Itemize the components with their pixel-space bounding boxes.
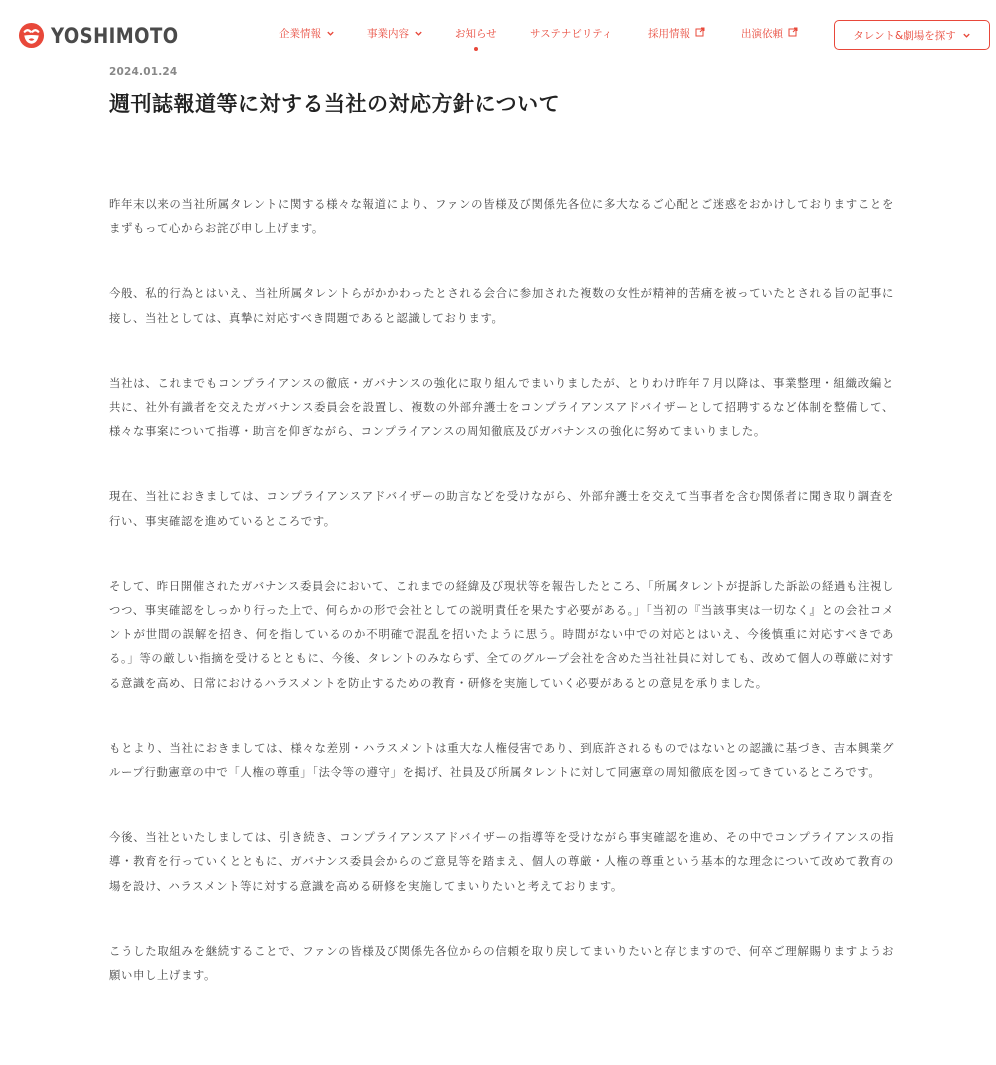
external-link-icon — [788, 27, 798, 37]
find-talent-theater-button[interactable] — [834, 20, 990, 50]
nav-label: 事業内容 — [367, 28, 409, 40]
nav-label: お知らせ — [455, 28, 497, 40]
nav-label: 出演依頼 — [741, 28, 783, 40]
article-paragraph: 当社は、これまでもコンプライアンスの徹底・ガバナンスの強化に取り組んでまいりましたが、とりわけ昨年７月以降は、事業整理・組織改編と共に、社外有識者を交えたガバナンス委員会を設置し、複数の外部弁護士をコンプライアンスアドバイザーとして招聘するなど体制を整備して、様々な事案について指導・助言を仰ぎながら、コンプライアンスの周知徹底及びガバナンスの強化に努めてまいりました。 — [109, 375, 894, 439]
nav-item-news[interactable] — [455, 26, 497, 41]
chevron-down-icon — [962, 31, 971, 40]
active-indicator-dot — [474, 47, 478, 51]
article-paragraph: 今後、当社といたしましては、引き続き、コンプライアンスアドバイザーの指導等を受けながら事実確認を進め、その中でコンプライアンスの指導・教育を行っていくとともに、ガバナンス委員会からのご意見等を踏まえ、個人の尊厳・人権の尊重という基本的な理念について改めて教育の場を設け、ハラスメント等に対する意識を高める研修を実施してまいりたいと考えております。 — [109, 830, 894, 893]
chevron-down-icon — [414, 29, 423, 38]
nav-item-business[interactable] — [367, 26, 423, 41]
logo-text: YOSHIMOTO — [51, 23, 179, 48]
site-header — [0, 0, 996, 70]
external-link-icon — [695, 27, 705, 37]
article-paragraph: 今般、私的行為とはいえ、当社所属タレントらがかかわったとされる会合に参加された複数の女性が精神的苦痛を被っていたとされる旨の記事に接し、当社としては、真摯に対応すべき問題であると認識しております。 — [109, 286, 894, 325]
article-paragraph: 昨年末以来の当社所属タレントに関する様々な報道により、ファンの皆様及び関係先各位に多大なるご心配とご迷惑をおかけしておりますことをまずもって心からお詫び申し上げます。 — [109, 197, 894, 236]
nav-label: 採用情報 — [648, 28, 690, 40]
nav-label: 企業情報 — [279, 28, 321, 40]
article-paragraph: もとより、当社におきましては、様々な差別・ハラスメントは重大な人権侵害であり、到底許されるものではないとの認識に基づき、吉本興業グループ行動憲章の中で「人権の尊重」「法令等の遵守」を掲げ、社員及び所属タレントに対して同憲章の周知徹底を図ってきているところです。 — [109, 740, 894, 780]
article-paragraph: そして、昨日開催されたガバナンス委員会において、これまでの経緯及び現状等を報告したところ、「所属タレントが提訴した訴訟の経過も注視しつつ、事実確認をしっかり行った上で、何らかの形で会社としての説明責任を果たす必要がある。」「当初の『当該事実は一切なく』との会社コメントが世間の誤解を招き、何を指しているのか不明確で混乱を招いたように思う。時間がない中での対応とはいえ、今後慎重に対応すべきである。」等の厳しい指摘を受けるとともに、今後、タレントのみならず、全てのグループ会社を含めた当社社員に対しても、改めて個人の尊厳に対する意識を高め、日常におけるハラスメントを防止するための教育・研修を実施していく必要があるとの意見を承りました。 — [109, 578, 894, 690]
article-paragraph: 現在、当社におきましては、コンプライアンスアドバイザーの助言などを受けながら、外部弁護士を交えて当事者を含む関係者に聞き取り調査を行い、事実確認を進めているところです。 — [109, 489, 894, 528]
publish-date: 2024.01.24 — [109, 66, 178, 78]
nav-label: サステナビリティ — [530, 28, 613, 40]
page-title: 週刊誌報道等に対する当社の対応方針について — [109, 92, 561, 116]
chevron-down-icon — [326, 29, 335, 38]
nav-item-sustainability[interactable] — [530, 26, 612, 41]
article-paragraph: こうした取組みを継続することで、ファンの皆様及び関係先各位からの信頼を取り戻してまいりたいと存じますので、何卒ご理解賜りますようお願い申し上げます。 — [109, 943, 894, 983]
nav-item-recruit[interactable] — [648, 26, 705, 41]
nav-item-company-info[interactable] — [279, 26, 335, 41]
article-header — [109, 66, 894, 118]
search-button-label: タレント&劇場を探す — [853, 29, 956, 42]
nav-item-booking[interactable] — [741, 26, 798, 41]
article-body — [109, 192, 894, 1028]
